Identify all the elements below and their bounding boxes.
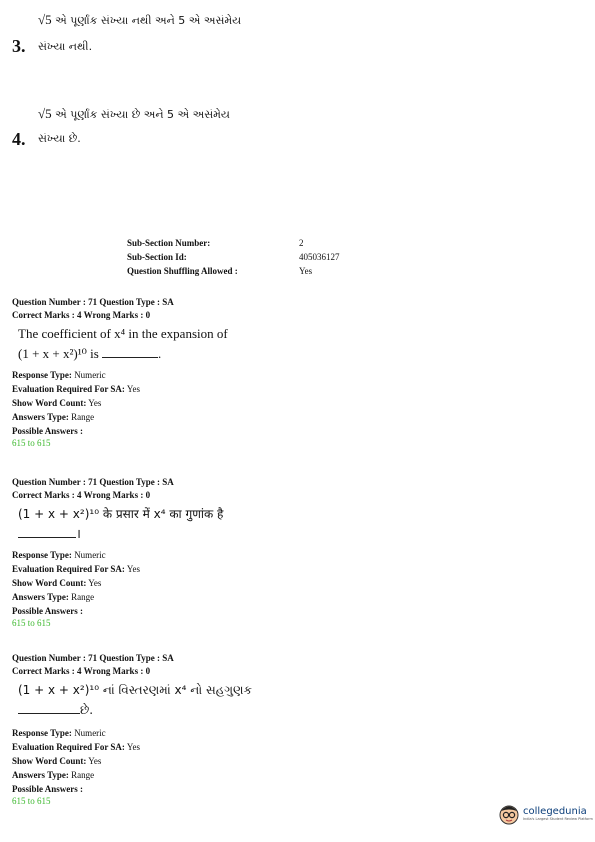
answers-type-row: Answers Type: Range	[12, 770, 95, 780]
question-marks: Correct Marks : 4 Wrong Marks : 0	[12, 666, 151, 676]
possible-answers-label: Possible Answers :	[12, 426, 84, 436]
question-text-end: ।	[76, 526, 81, 541]
question-text-line2-row	[18, 700, 572, 720]
option-3-number: 3.	[12, 36, 26, 56]
option-4-expression: √5	[38, 106, 52, 121]
subsection-number-label: Sub-Section Number:	[127, 238, 211, 248]
question-text-end: .	[158, 346, 162, 361]
option-4-text-line2: સંખ્યા છે.	[38, 132, 81, 145]
answers-type-row: Answers Type: Range	[12, 592, 95, 602]
answer-blank	[18, 527, 76, 538]
question-header: Question Number : 71 Question Type : SA	[12, 477, 174, 487]
subsection-id-label: Sub-Section Id:	[127, 252, 187, 262]
question-text-line1: (1 + x + x²)¹⁰ के प्रसार में x⁴ का गुणांक है	[18, 507, 224, 521]
logo-name: collegedunia	[523, 806, 587, 817]
subsection-shuffle-value: Yes	[299, 266, 313, 276]
response-type-row: Response Type: Numeric	[12, 550, 106, 560]
question-marks: Correct Marks : 4 Wrong Marks : 0	[12, 490, 151, 500]
possible-answers-value: 615 to 615	[12, 618, 51, 628]
option-3-text-line1: એ પૂર્ણાંક સંખ્યા નથી અને 5 એ અસંમેય	[55, 14, 242, 27]
possible-answers-value: 615 to 615	[12, 438, 51, 448]
question-block-gujarati	[12, 652, 572, 806]
subsection-shuffle-label: Question Shuffling Allowed :	[127, 266, 238, 276]
question-text-line2-row	[18, 524, 572, 544]
response-type-row: Response Type: Numeric	[12, 370, 106, 380]
subsection-id-value: 405036127	[299, 252, 340, 262]
evaluation-row: Evaluation Required For SA: Yes	[12, 384, 140, 394]
question-header: Question Number : 71 Question Type : SA	[12, 297, 174, 307]
collegedunia-logo	[498, 802, 593, 826]
answer-blank	[18, 703, 80, 714]
question-block-english	[12, 296, 572, 448]
possible-answers-value: 615 to 615	[12, 796, 51, 806]
option-4-number: 4.	[12, 129, 26, 149]
option-4-text-line1: એ પૂર્ણાંક સંખ્યા છે અને 5 એ અસંમેય	[55, 108, 230, 121]
question-text-line1: The coefficient of x⁴ in the expansion of	[18, 326, 228, 341]
word-count-row: Show Word Count: Yes	[12, 756, 102, 766]
word-count-row: Show Word Count: Yes	[12, 398, 102, 408]
subsection-number-value: 2	[299, 238, 304, 248]
question-text-end: છે.	[80, 703, 94, 717]
question-text-line2: (1 + x + x²)¹⁰ is	[18, 346, 99, 361]
logo-tagline: India's Largest Student Review Platform	[523, 817, 593, 821]
word-count-row: Show Word Count: Yes	[12, 578, 102, 588]
possible-answers-label: Possible Answers :	[12, 606, 84, 616]
question-block-hindi	[12, 476, 572, 628]
possible-answers-label: Possible Answers :	[12, 784, 84, 794]
evaluation-row: Evaluation Required For SA: Yes	[12, 564, 140, 574]
option-4-line1	[38, 106, 230, 122]
question-text-line2-row	[18, 344, 572, 364]
option-3-expression: √5	[38, 12, 52, 27]
option-3-text-line2: સંખ્યા નથી.	[38, 40, 93, 53]
question-header: Question Number : 71 Question Type : SA	[12, 653, 174, 663]
question-marks: Correct Marks : 4 Wrong Marks : 0	[12, 310, 151, 320]
question-text-line1: (1 + x + x²)¹⁰ નાં વિસ્તરણમાં x⁴ નો સહગુણક	[18, 683, 252, 697]
answer-blank	[102, 347, 158, 358]
option-3-line1	[38, 12, 241, 28]
evaluation-row: Evaluation Required For SA: Yes	[12, 742, 140, 752]
response-type-row: Response Type: Numeric	[12, 728, 106, 738]
answers-type-row: Answers Type: Range	[12, 412, 95, 422]
mascot-icon	[498, 802, 520, 826]
